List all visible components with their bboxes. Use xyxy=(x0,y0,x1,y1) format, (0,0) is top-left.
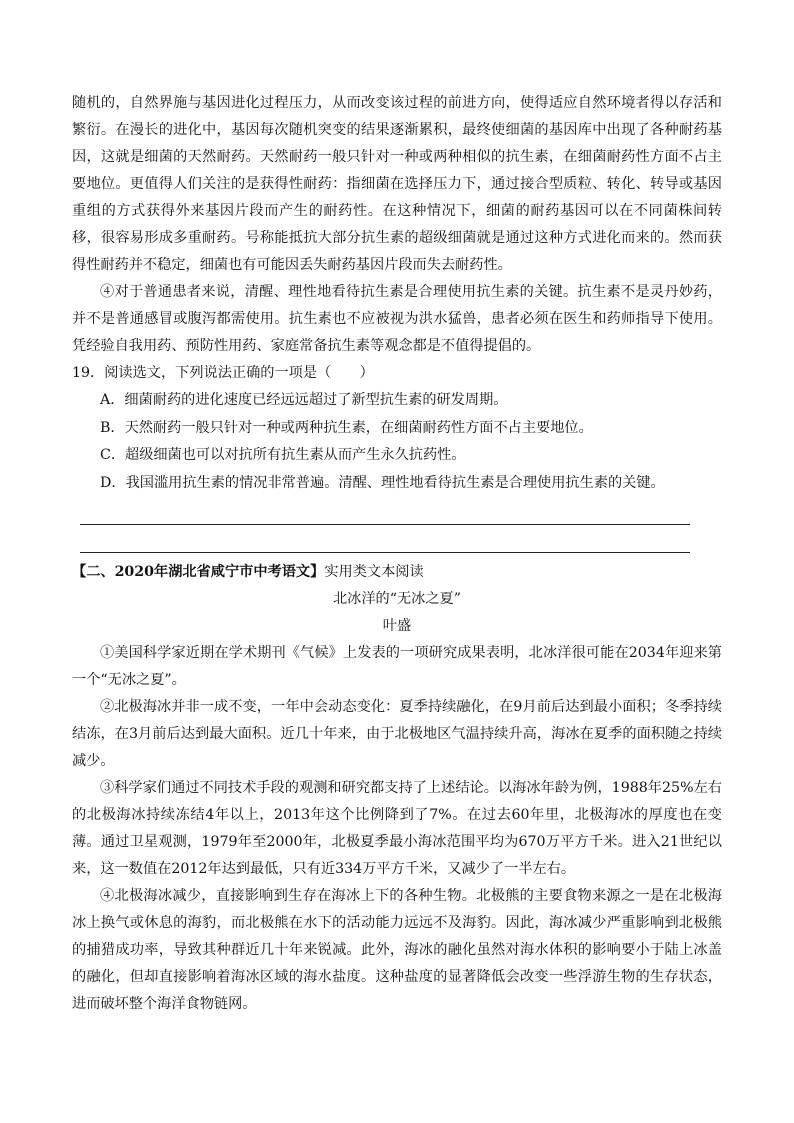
section-header-source: 【二、2020年湖北省咸宁市中考语文】 xyxy=(72,564,325,580)
passage-paragraph: ④对于普通患者来说，清醒、理性地看待抗生素是合理使用抗生素的关键。抗生素不是灵丹妙药，并不是普通感冒或腹泻都需使用。抗生素也不应被视为洪水猛兽，患者必须在医生和药师指导下使用。凭经验自我用药、预防性用药、家庭常备抗生素等观念都是不值得提倡的。 xyxy=(72,284,722,354)
article-paragraph: ③科学家们通过不同技术手段的观测和研究都支持了上述结论。以海冰年龄为例，1988年25%左右的北极海冰持续冻结4年以上，2013年这个比例降到了7%。在过去60年里，北极海冰的厚度也在变薄。通过卫星观测，1979年至2000年，北极夏季最小海冰范围平均为670万平方千米。进入21世纪以来，这一数值在2012年达到最低，只有近334万平方千米，又减少了一半左右。 xyxy=(72,780,722,877)
article-paragraph: ④北极海冰减少，直接影响到生存在海冰上下的各种生物。北极熊的主要食物来源之一是在北极海冰上换气或休息的海豹，而北极熊在水下的活动能力远远不及海豹。因此，海冰减少严重影响到北极熊的捕猎成功率，导致其种群近几十年来锐减。此外，海冰的融化虽然对海水体积的影响要小于陆上冰盖的融化，但却直接影响着海冰区域的海水盐度。这种盐度的显著降低会改变一些浮游生物的生存状态，进而破坏整个海洋食物链网。 xyxy=(72,888,722,1012)
article-title: 北冰洋的“无冰之夏” xyxy=(332,591,461,607)
question-option-a: A．细菌耐药的进化速度已经远远超过了新型抗生素的研发周期。 xyxy=(100,392,508,408)
answer-line xyxy=(80,525,690,553)
question-option-b: B．天然耐药一般只针对一种或两种抗生素，在细菌耐药性方面不占主要地位。 xyxy=(100,419,593,436)
passage-paragraph: 随机的，自然界施与基因进化过程压力，从而改变该过程的前进方向，使得适应自然环境者得以存活和繁衍。在漫长的进化中，基因每次随机突变的结果逐渐累积，最终使细菌的基因库中出现了各种耐药基因，这就是细菌的天然耐药。天然耐药一般只针对一种或两种相似的抗生素，在细菌耐药性方面不占主要地位。更值得人们关注的是获得性耐药：指细菌在选择压力下，通过接合型质粒、转化、转导或基因重组的方式获得外来基因片段而产生的耐药性。在这种情况下，细菌的耐药基因可以在不同菌株间转移，很容易形成多重耐药。号称能抵抗大部分抗生素的超级细菌就是通过这种方式进化而来的。然而获得性耐药并不稳定，细菌也有可能因丢失耐药基因片段而失去耐药性。 xyxy=(72,95,722,273)
section-header xyxy=(72,559,722,586)
article-paragraph: ②北极海冰并非一成不变，一年中会动态变化：夏季持续融化，在9月前后达到最小面积；冬季持续结冻，在3月前后达到最大面积。近几十年来，由于北极地区气温持续升高，海冰在夏季的面积随之持续减少。 xyxy=(72,699,722,769)
question-option-c: C．超级细菌也可以对抗所有抗生素从而产生永久抗药性。 xyxy=(100,447,466,463)
question-option-d: D．我国滥用抗生素的情况非常普遍。清醒、理性地看待抗生素是合理使用抗生素的关键。 xyxy=(100,474,665,491)
section-header-type: 实用类文本阅读 xyxy=(324,564,424,580)
article-author: 叶盛 xyxy=(382,618,412,634)
answer-line xyxy=(80,497,690,525)
document-page xyxy=(72,90,722,1018)
question-stem: 19．阅读选文，下列说法正确的一项是（ ） xyxy=(72,365,374,381)
article-paragraph: ①美国科学家近期在学术期刊《气候》上发表的一项研究成果表明，北冰洋很可能在2034年迎来第一个“无冰之夏”。 xyxy=(72,645,722,688)
